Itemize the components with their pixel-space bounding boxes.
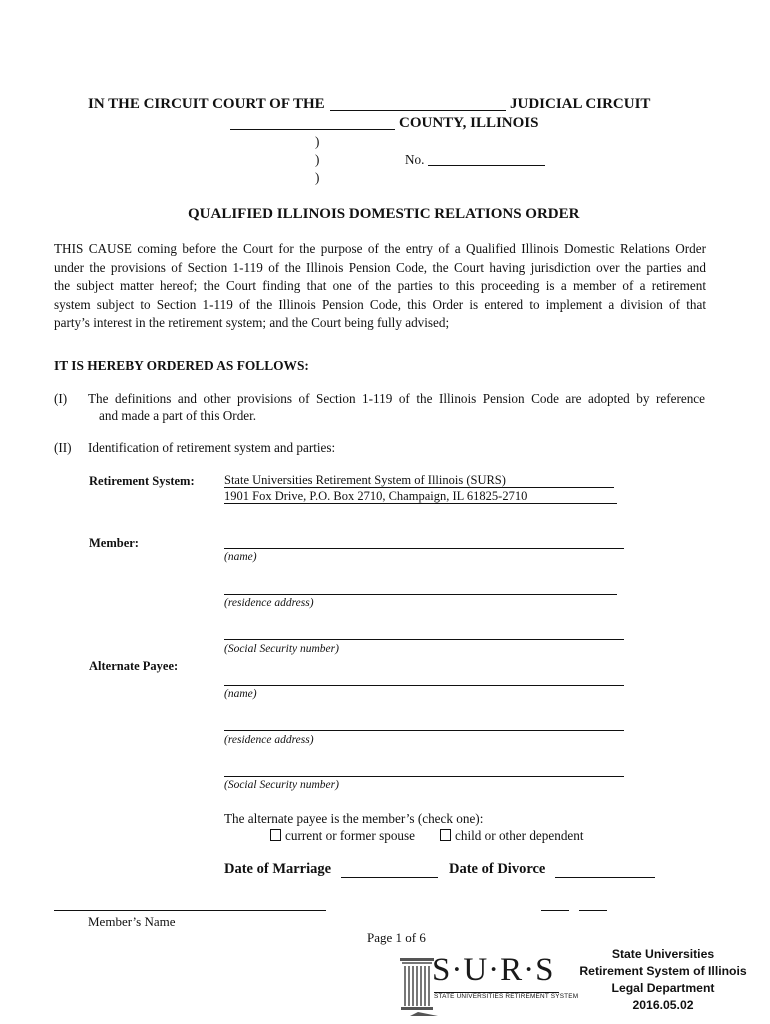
alternate-payee-name-caption: (name) xyxy=(224,688,257,700)
logo-caption: STATE UNIVERSITIES RETIREMENT SYSTEM xyxy=(434,993,579,1000)
alternate-payee-address-caption: (residence address) xyxy=(224,734,314,746)
surs-logo xyxy=(398,952,579,1018)
court-caption-county: COUNTY, ILLINOIS xyxy=(399,115,539,131)
section-one-number: (I) xyxy=(54,391,68,406)
document-title: QUALIFIED ILLINOIS DOMESTIC RELATIONS ORDER xyxy=(188,206,580,222)
members-name-line[interactable] xyxy=(54,910,326,911)
relationship-prompt: The alternate payee is the member’s (check one): xyxy=(224,811,484,826)
member-address-field[interactable] xyxy=(224,594,617,595)
caption-paren-3: ) xyxy=(315,170,320,185)
member-label: Member: xyxy=(89,536,139,550)
retirement-system-name-line xyxy=(224,487,614,488)
form-version: 2016.05.02 xyxy=(632,998,694,1012)
section-two-text: Identification of retirement system and parties: xyxy=(88,440,336,455)
member-ssn-caption: (Social Security number) xyxy=(224,643,339,655)
member-address-caption: (residence address) xyxy=(224,597,314,609)
date-of-divorce-field[interactable] xyxy=(555,877,655,878)
section-one-line1: The definitions and other provisions of Section 1-119 of the Illinois Pension Code are adopted by reference xyxy=(88,391,705,406)
circuit-blank[interactable] xyxy=(330,110,506,111)
date-of-marriage-field[interactable] xyxy=(341,877,438,878)
logo-text: S·U·R·S xyxy=(432,952,555,988)
member-name-field[interactable] xyxy=(224,548,624,549)
spouse-checkbox[interactable] xyxy=(270,829,281,841)
member-ssn-field[interactable] xyxy=(224,639,624,640)
caption-paren-1: ) xyxy=(315,134,320,149)
date-of-marriage-label: Date of Marriage xyxy=(224,861,332,877)
alternate-payee-name-field[interactable] xyxy=(224,685,624,686)
org-name-line1: State Universities xyxy=(611,947,715,961)
logo-caption-rule xyxy=(434,992,559,993)
option-spouse[interactable] xyxy=(270,828,415,844)
intro-paragraph xyxy=(54,240,706,333)
intro-line: under the provisions of Section 1-119 of the Illinois Pension Code, the Court having jurisdiction over the parties and xyxy=(54,259,706,275)
legal-department: Legal Department xyxy=(611,981,715,995)
option-dependent[interactable] xyxy=(440,828,584,844)
intro-line: the subject matter hereof; the Court finding that one of the parties to this proceeding is a member of a retirement xyxy=(54,278,706,294)
alternate-payee-ssn-field[interactable] xyxy=(224,776,624,777)
alternate-payee-ssn-caption: (Social Security number) xyxy=(224,779,339,791)
retirement-system-label: Retirement System: xyxy=(89,474,195,488)
court-caption-circuit: JUDICIAL CIRCUIT xyxy=(510,96,651,112)
option-dependent-label: child or other dependent xyxy=(455,828,584,843)
alternate-payee-address-field[interactable] xyxy=(224,730,624,731)
case-number-label: No. xyxy=(405,152,425,167)
alternate-payee-label: Alternate Payee: xyxy=(89,659,179,673)
dependent-checkbox[interactable] xyxy=(440,829,451,841)
intro-line: THIS CAUSE coming before the Court for the purpose of the entry of a Qualified Illinois Domestic Relations Order xyxy=(54,241,706,256)
section-two-number: (II) xyxy=(54,440,72,455)
county-blank[interactable] xyxy=(230,129,395,130)
org-name-line2: Retirement System of Illinois xyxy=(579,964,747,978)
initials-line-2[interactable] xyxy=(579,910,607,911)
intro-line: system subject to Section 1-119 of the Illinois Pension Code, this Order is entered to implement a division of that xyxy=(54,296,706,312)
caption-paren-2: ) xyxy=(315,152,320,167)
org-block xyxy=(568,946,758,1014)
option-spouse-label: current or former spouse xyxy=(285,828,415,843)
intro-line: party’s interest in the retirement system; and the Court being fully advised; xyxy=(54,315,450,331)
initials-line-1[interactable] xyxy=(541,910,569,911)
members-name-label: Member’s Name xyxy=(88,914,176,929)
retirement-system-address: 1901 Fox Drive, P.O. Box 2710, Champaign, IL 61825-2710 xyxy=(224,489,528,503)
member-name-caption: (name) xyxy=(224,551,257,563)
retirement-system-name: State Universities Retirement System of Illinois (SURS) xyxy=(224,473,506,487)
date-of-divorce-label: Date of Divorce xyxy=(449,861,546,877)
page-number: Page 1 of 6 xyxy=(367,930,426,945)
court-caption-prefix: IN THE CIRCUIT COURT OF THE xyxy=(88,96,325,112)
retirement-system-address-line xyxy=(224,503,617,504)
case-number-blank[interactable] xyxy=(428,165,545,166)
ordered-heading: IT IS HEREBY ORDERED AS FOLLOWS: xyxy=(54,358,309,373)
section-one-line2: and made a part of this Order. xyxy=(99,408,257,423)
